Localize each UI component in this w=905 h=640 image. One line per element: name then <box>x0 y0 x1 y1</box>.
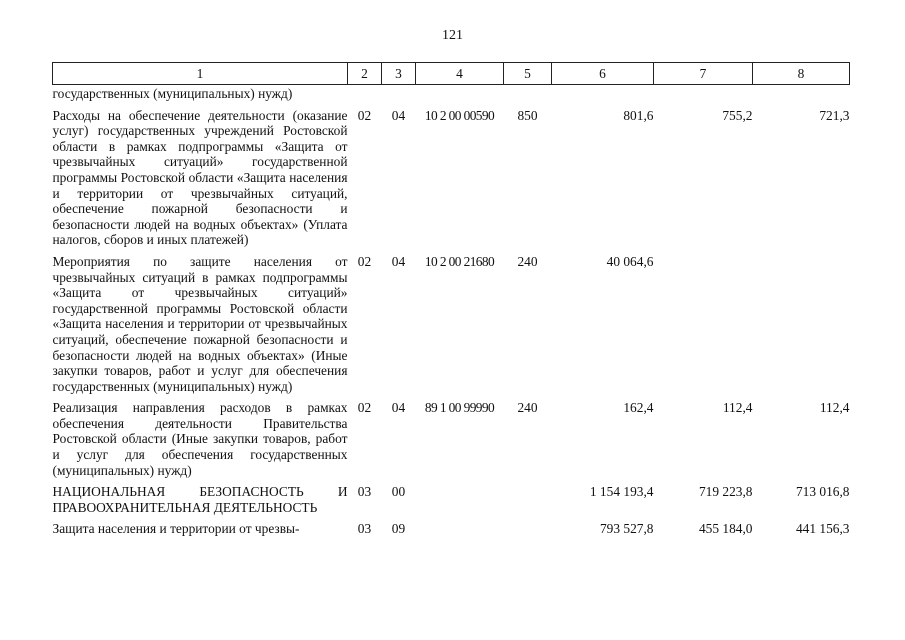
row-sum-3: 441 156,3 <box>795 521 850 537</box>
row-name: Реализация направления расходов в рамках обеспечения деятельности Правительства Ростовской области (Иные закупки товаров, работ и услуг для обеспечения государственных (муниципальных) нужд) <box>52 400 348 478</box>
column-header-1: 1 <box>53 63 348 85</box>
column-header-4: 4 <box>416 63 504 85</box>
row-name: НАЦИОНАЛЬНАЯ БЕЗОПАСНОСТЬ И ПРАВООХРАНИТЕЛЬНАЯ ДЕЯТЕЛЬНОСТЬ <box>52 484 348 515</box>
row-expense-type <box>504 478 552 515</box>
row-sum-3: 713 016,8 <box>795 484 850 500</box>
row-target-code <box>416 478 504 515</box>
row-name: Защита населения и территории от чрезвы- <box>52 521 300 537</box>
table-row <box>53 394 850 478</box>
row-sum-2: 755,2 <box>722 107 753 123</box>
row-sum-3: 112,4 <box>819 400 850 416</box>
row-sum-2: 455 184,0 <box>698 521 753 537</box>
row-subsection: 04 <box>391 400 406 416</box>
row-subsection: 04 <box>391 107 406 123</box>
row-sum-2: 112,4 <box>722 400 753 416</box>
row-subsection: 09 <box>391 521 406 537</box>
continuation-text: государственных (муниципальных) нужд) <box>52 86 293 101</box>
row-expense-type: 240 <box>517 253 538 269</box>
row-sum-3 <box>753 248 850 394</box>
row-section: 02 <box>357 253 372 269</box>
column-header-5: 5 <box>504 63 552 85</box>
table-row-continuation <box>53 85 850 102</box>
row-section: 03 <box>357 521 372 537</box>
row-sum-1: 40 064,6 <box>606 253 654 269</box>
row-name: Расходы на обеспечение деятельности (оказание услуг) государственных учреждений Ростовской области в рамках подпрограммы «Защита от чрезвычайных ситуаций» государственной программы Ростовской области «Защита населения и территории от чрезвычайных ситуаций, обеспечение пожарной безопасности и безопасности людей на водных объектах» (Уплата налогов, сборов и иных платежей) <box>52 107 348 248</box>
column-header-2: 2 <box>348 63 382 85</box>
row-sum-1: 801,6 <box>623 107 654 123</box>
row-section: 02 <box>357 400 372 416</box>
row-sum-3: 721,3 <box>819 107 850 123</box>
column-header-8: 8 <box>753 63 850 85</box>
row-target-code: 10 2 00 00590 <box>424 107 495 123</box>
row-expense-type: 850 <box>517 107 538 123</box>
page-number: 121 <box>442 28 463 43</box>
table-header <box>53 63 850 85</box>
row-name: Мероприятия по защите населения от чрезвычайных ситуаций в рамках подпрограммы «Защита от чрезвычайных ситуаций» государственной программы Ростовской области «Защита населения и территории от чрезвычайных ситуаций, обеспечение пожарной безопасности и безопасности людей на водных объектах» (Иные закупки товаров, работ и услуг для обеспечения государственных (муниципальных) нужд) <box>52 253 348 394</box>
row-target-code: 10 2 00 21680 <box>424 253 495 269</box>
table-row <box>53 102 850 248</box>
table-row <box>53 478 850 515</box>
row-target-code <box>416 515 504 537</box>
row-sum-2: 719 223,8 <box>698 484 753 500</box>
column-header-3: 3 <box>382 63 416 85</box>
row-section: 03 <box>357 484 372 500</box>
row-sum-2 <box>654 248 753 394</box>
table-row <box>53 248 850 394</box>
table-body <box>53 85 850 538</box>
row-target-code: 89 1 00 99990 <box>424 400 495 416</box>
row-sum-1: 162,4 <box>623 400 654 416</box>
row-subsection: 00 <box>391 484 406 500</box>
column-header-7: 7 <box>654 63 753 85</box>
row-subsection: 04 <box>391 253 406 269</box>
row-expense-type <box>504 515 552 537</box>
table-row <box>53 515 850 537</box>
row-expense-type: 240 <box>517 400 538 416</box>
budget-table <box>52 62 850 537</box>
row-section: 02 <box>357 107 372 123</box>
column-header-6: 6 <box>552 63 654 85</box>
row-sum-1: 793 527,8 <box>599 521 654 537</box>
column-number-row <box>53 63 850 85</box>
row-sum-1: 1 154 193,4 <box>589 484 654 500</box>
